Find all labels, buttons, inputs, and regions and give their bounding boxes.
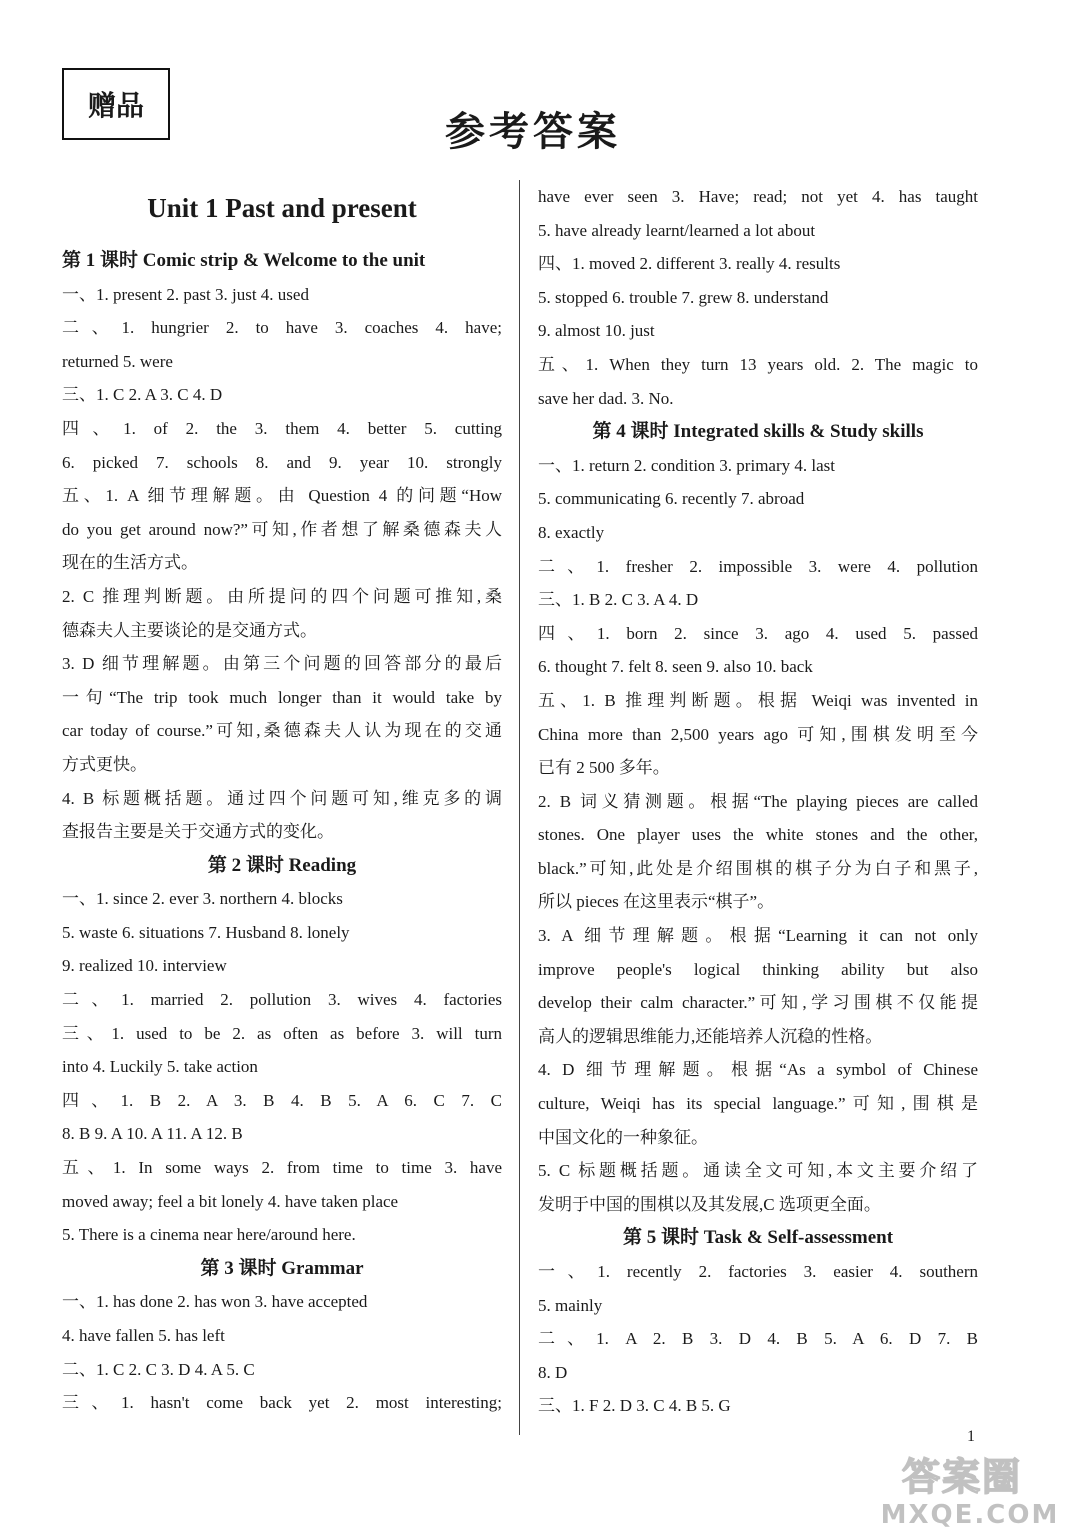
answer-line: 现在的生活方式。 (62, 553, 198, 573)
answer-line: 6. thought 7. felt 8. seen 9. also 10. back (538, 657, 813, 677)
answer-line: 三、1. C 2. A 3. C 4. D (62, 385, 223, 405)
watermark-url: MXQE.COM (880, 1500, 1060, 1530)
answer-line: 三、1. B 2. C 3. A 4. D (538, 590, 699, 610)
answer-line: 发明于中国的围棋以及其发展,C 选项更全面。 (538, 1194, 881, 1214)
answer-line: 5. have already learnt/learned a lot about (538, 220, 816, 240)
answer-line: black.”可知,此处是介绍围棋的棋子分为白子和黑子, (538, 858, 978, 878)
answer-line: 已有 2 500 多年。 (538, 758, 670, 778)
answer-line: 一、1. recently 2. factories 3. easier 4. southern (538, 1262, 978, 1281)
answer-line: 2. B 词义猜测题。根据“The playing pieces are called (538, 791, 978, 811)
answer-line: stones. One player uses the white stones and the other, (538, 825, 978, 845)
answer-line: 5. There is a cinema near here/around here. (62, 1225, 356, 1245)
answer-line: develop their calm character.”可知,学习围棋不仅能提 (538, 993, 978, 1013)
answer-line: 四、1. B 2. A 3. B 4. B 5. A 6. C 7. C (62, 1090, 502, 1110)
answer-line: 五、1. B 推理判断题。根据 Weiqi was invented in (538, 690, 978, 710)
watermark-logo (880, 1440, 1060, 1532)
answer-line: 6. picked 7. schools 8. and 9. year 10. strongly (62, 452, 502, 472)
answer-line: 一、1. since 2. ever 3. northern 4. blocks (62, 889, 343, 909)
answer-line: 二、1. C 2. C 3. D 4. A 5. C (62, 1359, 255, 1379)
answer-line: 3. A 细节理解题。根据“Learning it can not only (538, 926, 978, 946)
answer-line: 中国文化的一种象征。 (538, 1127, 708, 1147)
answer-line: 二、1. married 2. pollution 3. wives 4. factories (62, 990, 502, 1010)
watermark-cn: 答案圈 (902, 1455, 1023, 1499)
left-column (62, 180, 502, 1420)
answer-line: 5. communicating 6. recently 7. abroad (538, 489, 805, 509)
answer-line: 四、1. born 2. since 3. ago 4. used 5. passed (538, 623, 978, 643)
answer-line: 查报告主要是关于交通方式的变化。 (62, 822, 334, 842)
answer-line: 9. almost 10. just (538, 321, 655, 341)
lesson-heading: 第 5 课时 Task & Self-assessment (622, 1227, 894, 1249)
answer-line: 4. B 标题概括题。通过四个问题可知,维克多的调 (62, 788, 502, 808)
answer-line: car today of course.”可知,桑德森夫人认为现在的交通 (62, 721, 502, 741)
column-divider (519, 180, 520, 1435)
unit-heading: Unit 1 Past and present (147, 193, 417, 223)
answer-line: 一句“The trip took much longer than it would take by (62, 687, 502, 707)
answer-line: 5. waste 6. situations 7. Husband 8. lonely (62, 922, 350, 942)
answer-line: 8. exactly (538, 522, 605, 542)
answer-line: 3. D 细节理解题。由第三个问题的回答部分的最后 (62, 654, 502, 674)
answer-line: 4. have fallen 5. has left (62, 1326, 225, 1345)
answer-line: save her dad. 3. No. (538, 388, 674, 408)
answer-line: 一、1. has done 2. has won 3. have accepted (62, 1292, 368, 1312)
answer-line: China more than 2,500 years ago 可知,围棋发明至今 (538, 724, 978, 744)
answer-line: 高人的逻辑思维能力,还能培养人沉稳的性格。 (538, 1026, 883, 1046)
answer-line: 方式更快。 (62, 754, 147, 774)
answer-line: culture, Weiqi has its special language.”可知,围棋是 (538, 1094, 978, 1114)
answer-line: 三、1. hasn't come back yet 2. most interesting; (62, 1393, 502, 1413)
answer-line: 8. B 9. A 10. A 11. A 12. B (62, 1124, 243, 1144)
lesson-heading: 第 2 课时 Reading (207, 854, 357, 876)
right-column (538, 180, 978, 1423)
page-title: 参考答案 (445, 109, 621, 155)
answer-line: 8. D (538, 1362, 568, 1382)
answer-line: 五、1. When they turn 13 years old. 2. The magic to (538, 354, 978, 374)
lesson-heading: 第 4 课时 Integrated skills & Study skills (592, 421, 924, 443)
answer-line: 二、1. hungrier 2. to have 3. coaches 4. have; (62, 318, 502, 338)
answer-line: 三、1. F 2. D 3. C 4. B 5. G (538, 1396, 731, 1416)
answer-line: 5. C 标题概括题。通读全文可知,本文主要介绍了 (538, 1161, 978, 1181)
answer-line: 五、1. A 细节理解题。由 Question 4 的问题“How (62, 486, 502, 506)
answer-line: 所以 pieces 在这里表示“棋子”。 (538, 892, 775, 912)
lesson-heading: 第 1 课时 Comic strip & Welcome to the unit (62, 250, 426, 271)
answer-line: 三、1. used to be 2. as often as before 3. will turn (62, 1023, 502, 1043)
answer-line: have ever seen 3. Have; read; not yet 4. has taught (538, 187, 978, 206)
answer-line: 四、1. moved 2. different 3. really 4. results (538, 254, 841, 274)
answer-line: 一、1. present 2. past 3. just 4. used (62, 284, 309, 304)
gift-label: 赠品 (87, 89, 144, 122)
answer-line: 德森夫人主要谈论的是交通方式。 (62, 620, 317, 640)
answer-line: moved away; feel a bit lonely 4. have taken place (62, 1191, 399, 1211)
answer-line: 四、1. of 2. the 3. them 4. better 5. cutting (62, 418, 502, 438)
answer-line: 4. D 细节理解题。根据“As a symbol of Chinese (538, 1060, 978, 1080)
answer-line: returned 5. were (62, 351, 173, 371)
answer-line: 5. mainly (538, 1295, 603, 1315)
answer-line: 二、1. fresher 2. impossible 3. were 4. pollution (538, 556, 978, 576)
lesson-heading: 第 3 课时 Grammar (200, 1257, 364, 1279)
answer-line: 9. realized 10. interview (62, 956, 227, 976)
answer-line: into 4. Luckily 5. take action (62, 1057, 258, 1077)
answer-line: 一、1. return 2. condition 3. primary 4. last (538, 455, 835, 475)
answer-line: 二、1. A 2. B 3. D 4. B 5. A 6. D 7. B (538, 1329, 978, 1349)
answer-line: 五、1. In some ways 2. from time to time 3. have (62, 1158, 502, 1178)
answer-line: improve people's logical thinking ability but also (538, 959, 978, 979)
page-number: 1 (967, 1428, 975, 1445)
answer-line: 2. C 推理判断题。由所提问的四个问题可推知,桑 (62, 586, 502, 606)
answer-line: 5. stopped 6. trouble 7. grew 8. understand (538, 287, 829, 307)
answer-line: do you get around now?”可知,作者想了解桑德森夫人 (62, 519, 502, 539)
